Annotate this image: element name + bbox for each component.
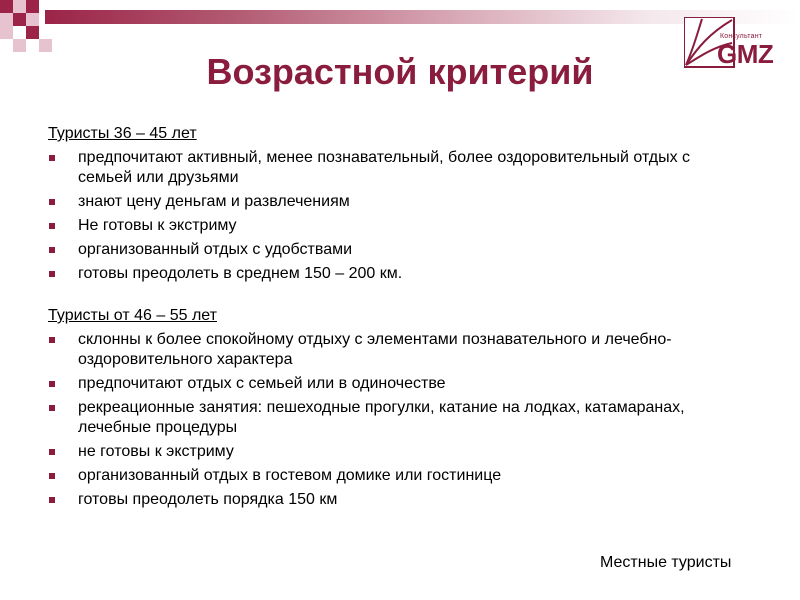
list-item: организованный отдых с удобствами <box>48 240 748 260</box>
section-heading: Туристы от 46 – 55 лет <box>48 307 217 324</box>
bullet-square-icon <box>49 199 55 205</box>
bullet-square-icon <box>49 449 55 455</box>
bullet-square-icon <box>49 223 55 229</box>
bullet-square-icon <box>49 271 55 277</box>
bullet-list <box>48 148 748 284</box>
list-item: предпочитают активный, менее познавательный, более оздоровительный отдых с семьей или друзьями <box>48 148 748 188</box>
logo-brand-text: GMZ <box>717 39 774 69</box>
list-item: рекреационные занятия: пешеходные прогулки, катание на лодках, катамаранах, лечебные процедуры <box>48 398 748 438</box>
list-item: предпочитают отдых с семьей или в одиночестве <box>48 374 748 394</box>
list-item: склонны к более спокойному отдыху с элементами познавательного и лечебно-оздоровительного характера <box>48 330 748 370</box>
section-36-45 <box>48 124 748 284</box>
list-item: готовы преодолеть в среднем 150 – 200 км. <box>48 264 748 284</box>
bullet-square-icon <box>49 337 55 343</box>
bullet-square-icon <box>49 247 55 253</box>
bullet-square-icon <box>49 381 55 387</box>
bullet-square-icon <box>49 405 55 411</box>
slide-title: Возрастной критерий <box>206 51 594 92</box>
footer-label: Местные туристы <box>600 554 732 571</box>
bullet-square-icon <box>49 473 55 479</box>
list-item: не готовы к экстриму <box>48 442 748 462</box>
bullet-square-icon <box>49 155 55 161</box>
section-46-55 <box>48 306 748 510</box>
slide-content <box>48 124 748 532</box>
bullet-list <box>48 330 748 510</box>
bullet-square-icon <box>49 497 55 503</box>
list-item: организованный отдых в гостевом домике или гостинице <box>48 466 748 486</box>
list-item: Не готовы к экстриму <box>48 216 748 236</box>
section-heading: Туристы 36 – 45 лет <box>48 125 197 142</box>
list-item: знают цену деньгам и развлечениям <box>48 192 748 212</box>
logo-small-text: Консультант <box>720 33 763 40</box>
list-item: готовы преодолеть порядка 150 км <box>48 490 748 510</box>
